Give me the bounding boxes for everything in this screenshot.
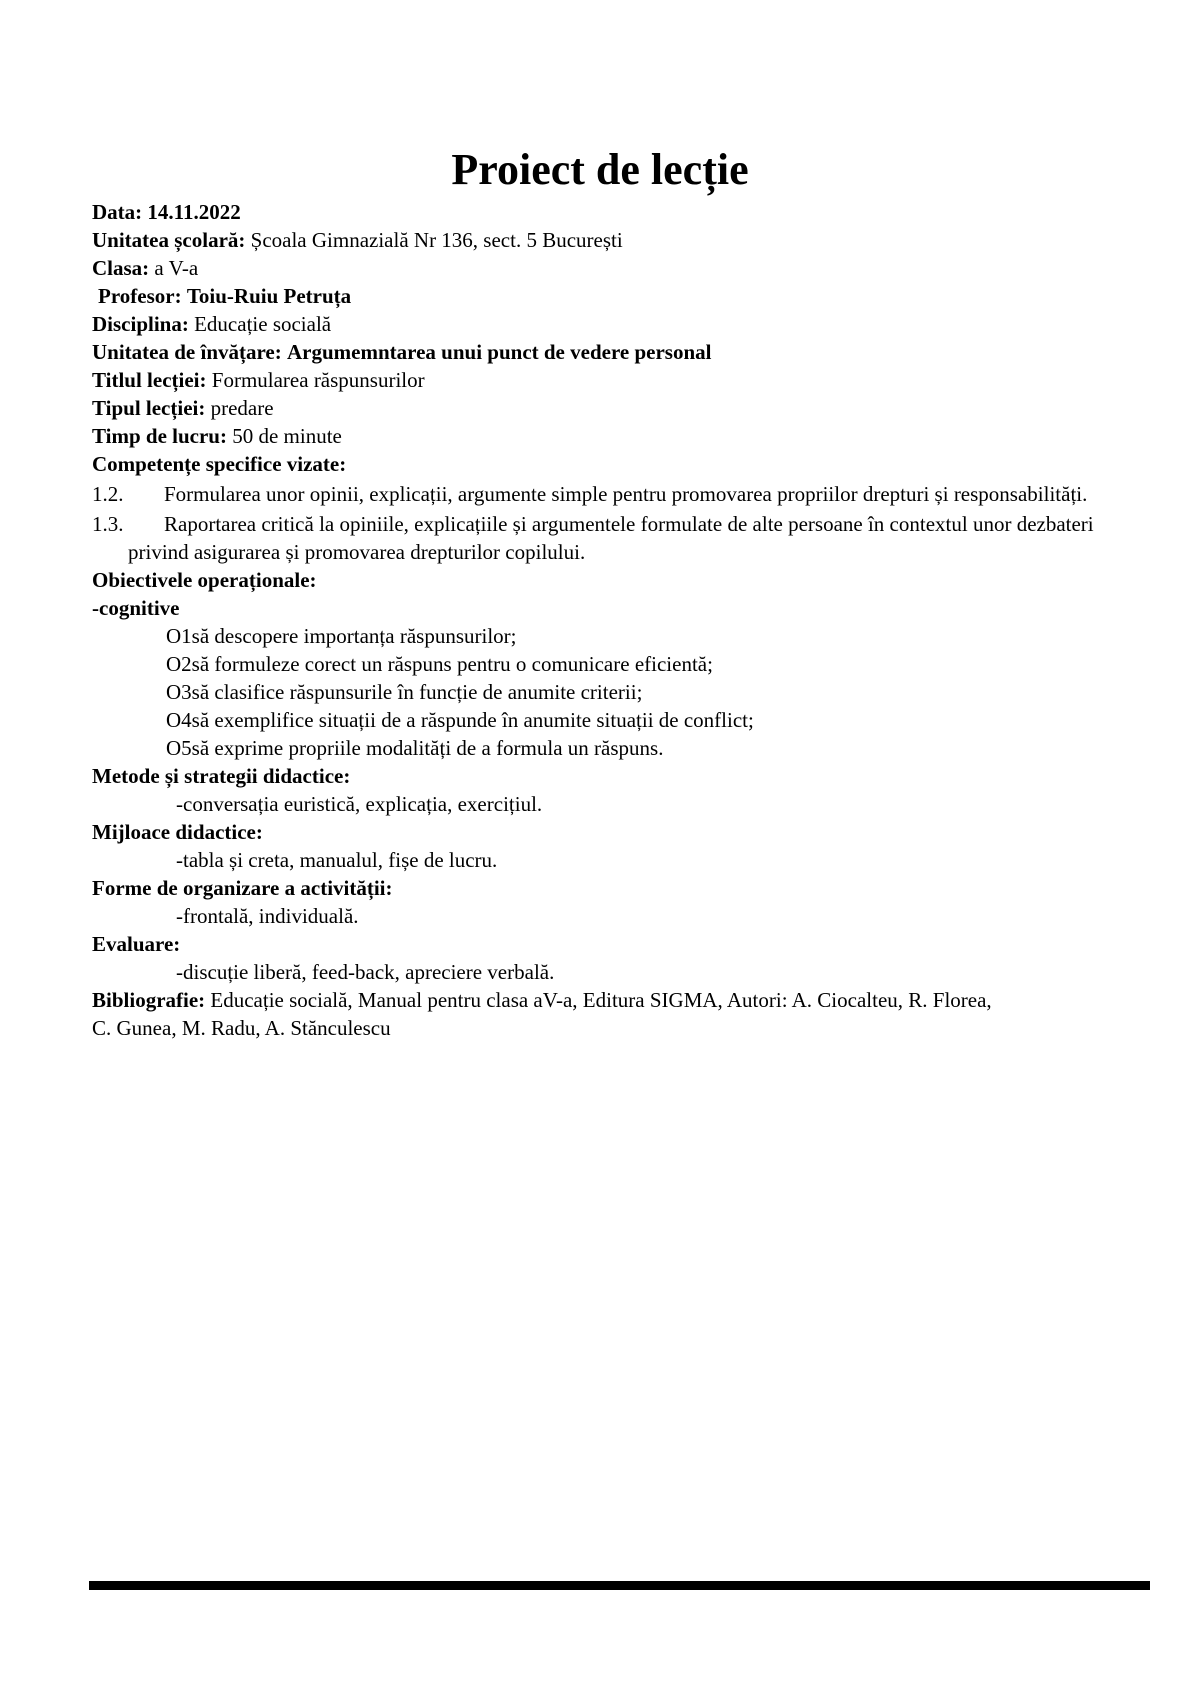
lesson-type-value: predare <box>210 396 274 420</box>
organization-value: -frontală, individuală. <box>176 904 359 928</box>
competence-number: 1.2. <box>92 482 124 506</box>
learning-unit-value: Argumemntarea unui punct de vedere personal <box>287 340 712 364</box>
school-label: Unitatea școlară: <box>92 228 246 252</box>
learning-unit-line <box>92 338 1152 366</box>
teacher-line <box>92 282 1152 310</box>
competence-text: Raportarea critică la opiniile, explicațiile și argumentele formulate de alte persoane în contextul unor dezbateri privind asigurarea și promovarea drepturilor copilului. <box>128 512 1094 564</box>
school-value: Școala Gimnazială Nr 136, sect. 5 București <box>250 228 623 252</box>
lesson-title-line <box>92 366 1152 394</box>
bibliography-label: Bibliografie: <box>92 988 206 1012</box>
competences-heading: Competențe specifice vizate: <box>92 452 347 476</box>
date-label: Data: <box>92 200 143 224</box>
evaluation-value: -discuție liberă, feed-back, apreciere verbală. <box>176 960 555 984</box>
subject-line <box>92 310 1152 338</box>
lesson-title-value: Formularea răspunsurilor <box>211 368 425 392</box>
lesson-plan-body <box>92 198 1152 1042</box>
footer-rule <box>89 1581 1150 1590</box>
objectives-heading: Obiectivele operaționale: <box>92 568 317 592</box>
evaluation-heading: Evaluare: <box>92 932 181 956</box>
subject-value: Educație socială <box>194 312 332 336</box>
teacher-value: Toiu-Ruiu Petruța <box>186 284 352 308</box>
resources-heading: Mijloace didactice: <box>92 820 263 844</box>
lesson-type-label: Tipul lecției: <box>92 396 206 420</box>
work-time-line <box>92 422 1152 450</box>
competence-text: Formularea unor opinii, explicații, argumente simple pentru promovarea propriilor drepturi și responsabilități. <box>164 482 1088 506</box>
objective-item: O4să exemplifice situații de a răspunde în anumite situații de conflict; <box>166 708 754 732</box>
objective-item: O1să descopere importanța răspunsurilor; <box>166 624 517 648</box>
objective-item: O2să formuleze corect un răspuns pentru o comunicare eficientă; <box>166 652 713 676</box>
lesson-type-line <box>92 394 1152 422</box>
resources-value: -tabla și creta, manualul, fișe de lucru. <box>176 848 498 872</box>
subject-label: Disciplina: <box>92 312 189 336</box>
teacher-label: Profesor: <box>98 284 182 308</box>
class-line <box>92 254 1152 282</box>
bibliography-line-2: C. Gunea, M. Radu, A. Stănculescu <box>92 1016 391 1040</box>
work-time-value: 50 de minute <box>232 424 342 448</box>
objective-item: O5să exprime propriile modalități de a formula un răspuns. <box>166 736 664 760</box>
objectives-subheading: -cognitive <box>92 596 180 620</box>
competence-item <box>92 480 1152 508</box>
class-label: Clasa: <box>92 256 150 280</box>
bibliography-text: Educație socială, Manual pentru clasa aV-a, Editura SIGMA, Autori: A. Ciocalteu, R. Florea, <box>210 988 992 1012</box>
methods-value: -conversația euristică, explicația, exercițiul. <box>176 792 543 816</box>
bibliography-line <box>92 986 1152 1014</box>
work-time-label: Timp de lucru: <box>92 424 227 448</box>
class-value: a V-a <box>154 256 199 280</box>
school-line <box>92 226 1152 254</box>
date-value: 14.11.2022 <box>147 200 241 224</box>
date-line <box>92 198 1152 226</box>
competence-item <box>92 510 1152 566</box>
objective-item: O3să clasifice răspunsurile în funcție de anumite criterii; <box>166 680 643 704</box>
page-title: Proiect de lecție <box>451 145 749 194</box>
methods-heading: Metode și strategii didactice: <box>92 764 351 788</box>
organization-heading: Forme de organizare a activității: <box>92 876 393 900</box>
learning-unit-label: Unitatea de învățare: <box>92 340 282 364</box>
competence-number: 1.3. <box>92 512 124 536</box>
lesson-title-label: Titlul lecției: <box>92 368 207 392</box>
